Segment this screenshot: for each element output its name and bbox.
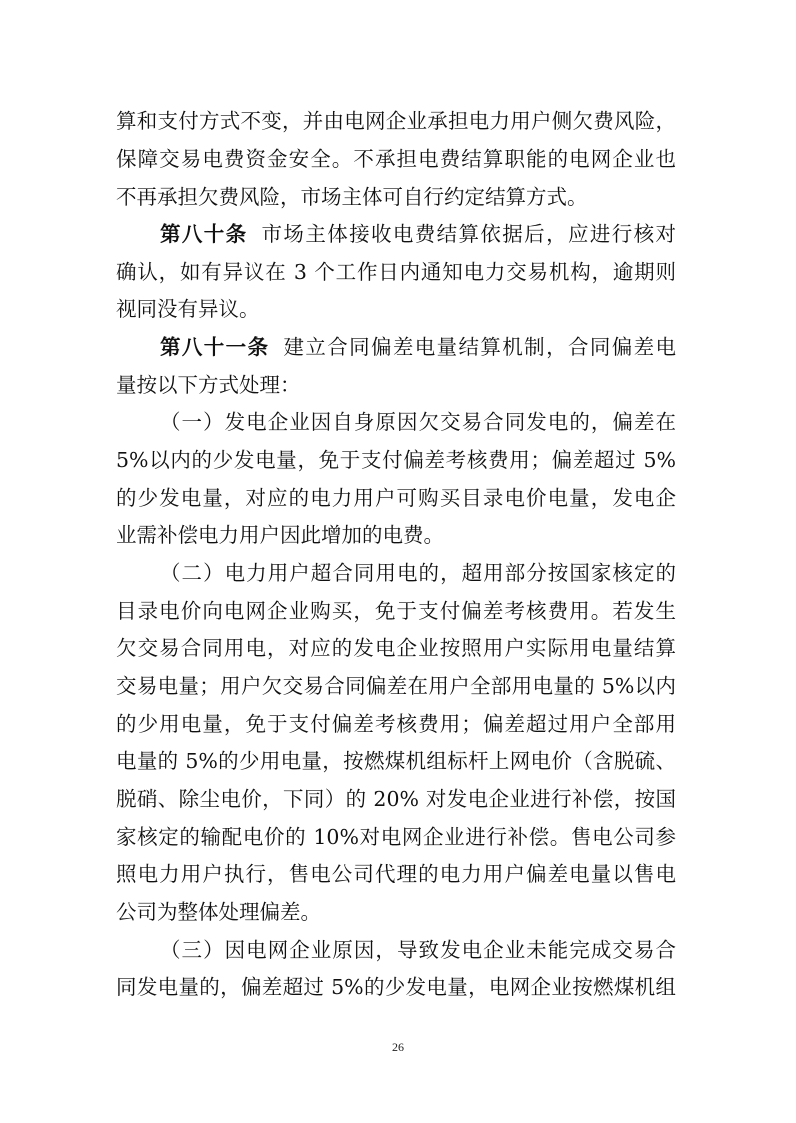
text-line: （二）电力用户超合同用电的，超用部分按国家核定的 xyxy=(160,561,676,585)
text-line: 视同没有异议。 xyxy=(116,297,260,321)
article-81-first-line xyxy=(160,335,676,359)
text-line: 保障交易电费资金安全。不承担电费结算职能的电网企业也 xyxy=(116,147,676,171)
text-line: 电量的 5%的少用电量，按燃煤机组标杆上网电价（含脱硫、 xyxy=(116,749,676,773)
text-line: 市场主体接收电费结算依据后，应进行核对 xyxy=(261,222,677,246)
text-line: 照电力用户执行，售电公司代理的电力用户偏差电量以售电 xyxy=(116,862,676,886)
text-line: （三）因电网企业原因，导致发电企业未能完成交易合 xyxy=(160,938,676,962)
text-line: 的少用电量，免于支付偏差考核费用；偏差超过用户全部用 xyxy=(116,712,676,736)
text-line: 同发电量的，偏差超过 5%的少发电量，电网企业按燃煤机组 xyxy=(116,975,676,999)
text-line: 5%以内的少发电量，免于支付偏差考核费用；偏差超过 5% xyxy=(116,448,676,472)
article-80-first-line xyxy=(160,222,676,246)
text-line: 不再承担欠费风险，市场主体可自行约定结算方式。 xyxy=(116,185,588,209)
text-line: 量按以下方式处理： xyxy=(116,373,301,397)
text-line: 欠交易合同用电，对应的发电企业按照用户实际用电量结算 xyxy=(116,636,676,660)
text-line: 交易电量；用户欠交易合同偏差在用户全部用电量的 5%以内 xyxy=(116,674,676,698)
text-line: 确认，如有异议在 3 个工作日内通知电力交易机构，逾期则 xyxy=(116,260,676,284)
text-line: 业需补偿电力用户因此增加的电费。 xyxy=(116,523,444,547)
text-line: 目录电价向电网企业购买，免于支付偏差考核费用。若发生 xyxy=(116,599,676,623)
text-line: 脱硝、除尘电价，下同）的 20% 对发电企业进行补偿，按国 xyxy=(116,787,676,811)
text-line: 算和支付方式不变，并由电网企业承担电力用户侧欠费风险， xyxy=(116,109,676,133)
text-line: （一）发电企业因自身原因欠交易合同发电的，偏差在 xyxy=(160,410,676,434)
article-81-heading: 第八十一条 xyxy=(160,335,270,359)
article-80-heading: 第八十条 xyxy=(160,222,248,246)
text-line: 建立合同偏差电量结算机制，合同偏差电 xyxy=(283,335,677,359)
text-line: 的少发电量，对应的电力用户可购买目录电价电量，发电企 xyxy=(116,486,676,510)
text-line: 公司为整体处理偏差。 xyxy=(116,900,321,924)
page-number: 26 xyxy=(392,1040,404,1054)
text-line: 家核定的输配电价的 10%对电网企业进行补偿。售电公司参 xyxy=(116,825,676,849)
